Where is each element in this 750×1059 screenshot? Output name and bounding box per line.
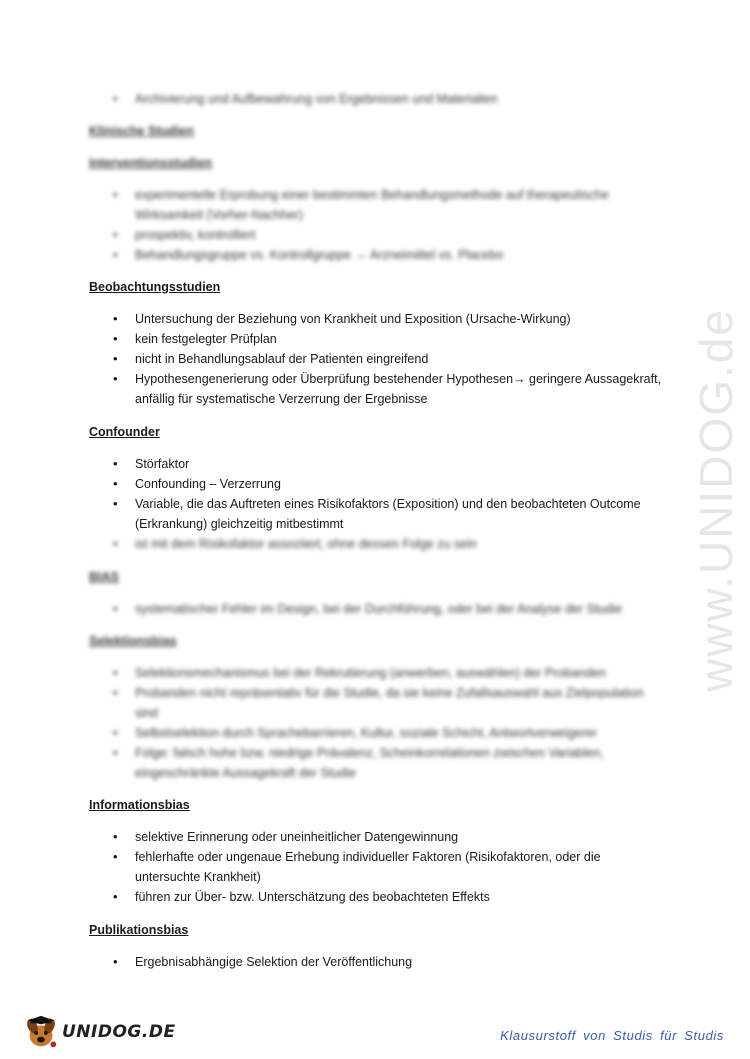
list-item: • Störfaktor: [89, 454, 669, 474]
list-item: • führen zur Über- bzw. Unterschätzung des beobachteten Effekts: [89, 887, 669, 907]
list-item: • ist mit dem Risikofaktor assoziiert, ohne dessen Folge zu sein: [89, 534, 669, 554]
section-heading: Selektionsbias: [89, 634, 177, 648]
information-section: [89, 797, 669, 907]
intervention-section: [89, 155, 669, 265]
list-item: • nicht in Behandlungsablauf der Patienten eingreifend: [89, 349, 669, 369]
selektion-section: [89, 633, 669, 783]
confounder-section: [89, 424, 669, 554]
section-heading: Interventionsstudien: [89, 156, 212, 170]
intro-list: [89, 89, 669, 109]
confounder-list: [89, 454, 669, 554]
section-heading: BIAS: [89, 570, 119, 584]
intro-section: [89, 89, 669, 109]
logo-text: UNIDOG.DE: [62, 1022, 176, 1042]
list-item: • selektive Erinnerung oder uneinheitlicher Datengewinnung: [89, 827, 669, 847]
intervention-list: [89, 185, 669, 265]
list-item: • Hypothesengenerierung oder Überprüfung bestehender Hypothesen→ geringere Aussagekraft, anfällig für systematische Verzerrung der Ergebnisse: [89, 369, 669, 409]
klinische-section: [89, 123, 669, 139]
list-item: • prospektiv, kontrolliert: [89, 225, 669, 245]
list-item: • Variable, die das Auftreten eines Risikofaktors (Exposition) und den beobachteten Outcome (Erkrankung) gleichzeitig mitbestimmt: [89, 494, 669, 534]
section-heading: Publikationsbias: [89, 923, 189, 937]
list-item: • Probanden nicht repräsentativ für die Studie, da sie keine Zufallsauswahl aus Zielpopulation sind: [89, 683, 669, 723]
list-item: • fehlerhafte oder ungenaue Erhebung individueller Faktoren (Risikofaktoren, oder die untersuchte Krankheit): [89, 847, 669, 887]
list-item: • Folge: falsch hohe bzw. niedrige Prävalenz, Scheinkorrelationen zwischen Variablen, eingeschränkte Aussagekraft der Studie: [89, 743, 669, 783]
list-item: • Selektionsmechanismus bei der Rekrutierung (anwerben, auswählen) der Probanden: [89, 663, 669, 683]
list-item: • Untersuchung der Beziehung von Krankheit und Exposition (Ursache-Wirkung): [89, 309, 669, 329]
information-list: [89, 827, 669, 907]
watermark: www.UNIDOG.de: [690, 308, 742, 692]
selektion-list: [89, 663, 669, 783]
list-item: • kein festgelegter Prüfplan: [89, 329, 669, 349]
publikation-list: [89, 952, 669, 972]
footer-slogan: Klausurstoff von Studis für Studis: [500, 1028, 724, 1043]
list-item: • Archivierung und Aufbewahrung von Ergebnissen und Materialien: [89, 89, 669, 109]
bias-list: [89, 599, 669, 619]
publikation-section: [89, 922, 669, 972]
section-heading: Beobachtungsstudien: [89, 280, 221, 294]
list-item: • Behandlungsgruppe vs. Kontrollgruppe → Arzneimittel vs. Placebo: [89, 245, 669, 265]
section-heading: Confounder: [89, 425, 160, 439]
beobachtung-list: [89, 309, 669, 409]
bias-section: [89, 569, 669, 619]
beobachtung-section: [89, 279, 669, 409]
list-item: • Ergebnisabhängige Selektion der Veröffentlichung: [89, 952, 669, 972]
dog-mascot-icon: [22, 1013, 60, 1051]
section-heading: Informationsbias: [89, 798, 190, 812]
footer-logo[interactable]: [22, 1012, 176, 1052]
section-heading: Klinische Studien: [89, 124, 194, 138]
list-item: • Confounding – Verzerrung: [89, 474, 669, 494]
list-item: • experimentelle Erprobung einer bestimmten Behandlungsmethode auf therapeutische Wirksamkeit (Vorher-Nachher): [89, 185, 669, 225]
list-item: • systematischer Fehler im Design, bei der Durchführung, oder bei der Analyse der Studie: [89, 599, 669, 619]
list-item: • Selbstselektion durch Sprachebarrieren, Kultur, soziale Schicht, Antwortverweigerer: [89, 723, 669, 743]
